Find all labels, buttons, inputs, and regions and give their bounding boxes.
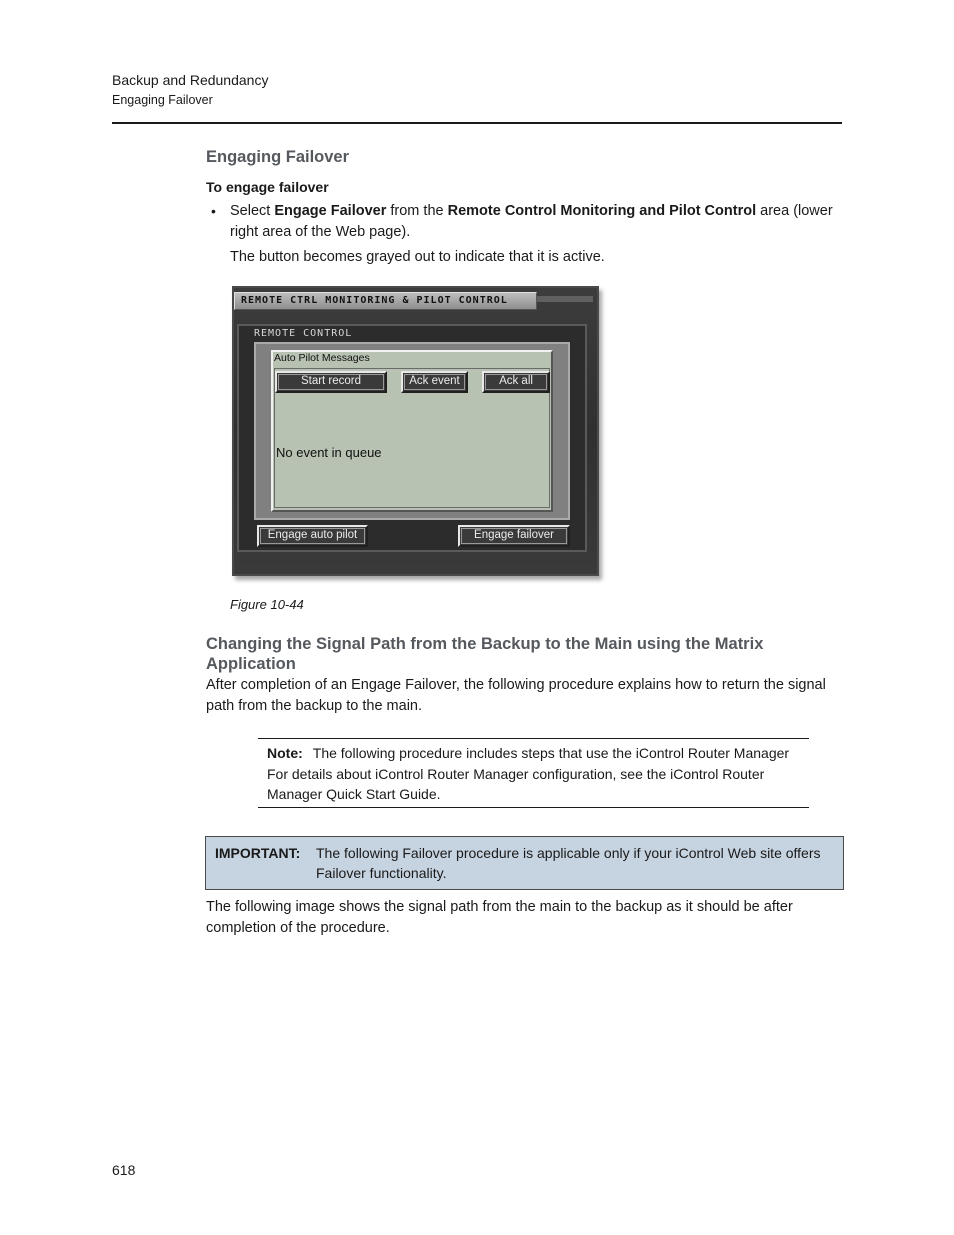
- important-box: [205, 836, 844, 890]
- important-text: The following Failover procedure is applicable only if your iControl Web site offers Failover functionality.: [316, 845, 821, 881]
- note-text: The following procedure includes steps that use the iControl Router Manager For details about iControl Router Manager configuration, see the iControl Router Manager Quick Start Guide.: [267, 745, 790, 802]
- procedure-block: [206, 178, 838, 196]
- bullet-marker: •: [211, 203, 216, 219]
- section-change-signal-path: [206, 634, 826, 717]
- step-text-3: area (lower right area of the Web page).: [230, 203, 833, 240]
- start-record-label: Start record: [300, 375, 362, 387]
- procedure-title: To engage failover: [206, 179, 329, 195]
- engage-failover-button[interactable]: [458, 525, 570, 547]
- note-box: [258, 738, 809, 808]
- procedure-step: [230, 201, 840, 243]
- auto-pilot-messages-caption: Auto Pilot Messages: [274, 352, 370, 364]
- panel-tab-title: REMOTE CTRL MONITORING & PILOT CONTROL: [234, 292, 537, 310]
- section2-title: Changing the Signal Path from the Backup to the Main using the Matrix Application: [206, 635, 764, 673]
- panel-tab-strip: [537, 296, 593, 302]
- step-text-2: from the: [386, 203, 448, 219]
- start-record-button[interactable]: [275, 371, 387, 393]
- ack-event-label: Ack event: [409, 375, 460, 387]
- step-bold-engage-failover: Engage Failover: [274, 203, 387, 219]
- closing-text: The following image shows the signal path from the main to the backup as it should be after completion of the procedure.: [206, 899, 793, 936]
- important-label: IMPORTANT:: [215, 845, 301, 861]
- remote-control-panel-screenshot: [232, 286, 599, 576]
- header-rule: [112, 122, 842, 124]
- note-label: Note:: [267, 745, 303, 761]
- procedure-result: The button becomes grayed out to indicate that it is active.: [230, 249, 605, 265]
- running-head: [112, 71, 268, 108]
- step-bold-area-name: Remote Control Monitoring and Pilot Control: [447, 203, 757, 219]
- figure-caption: Figure 10-44: [230, 597, 304, 612]
- ack-event-button[interactable]: [401, 371, 468, 393]
- section2-intro: After completion of an Engage Failover, the following procedure explains how to return the signal path from the backup to the main.: [206, 677, 826, 714]
- running-head-chapter: Backup and Redundancy: [112, 72, 269, 88]
- remote-control-label: REMOTE CONTROL: [254, 328, 353, 339]
- ack-all-button[interactable]: [482, 371, 550, 393]
- engage-auto-pilot-button[interactable]: [257, 525, 368, 547]
- closing-paragraph: [206, 897, 836, 939]
- queue-status: No event in queue: [276, 445, 382, 460]
- engage-failover-label: Engage failover: [474, 529, 554, 541]
- engage-auto-pilot-label: Engage auto pilot: [267, 529, 358, 541]
- page-number: 618: [112, 1162, 136, 1178]
- ack-all-label: Ack all: [499, 375, 533, 387]
- section-title: Engaging Failover: [206, 148, 350, 166]
- running-head-section: Engaging Failover: [112, 93, 213, 107]
- section-engaging-failover: [206, 147, 838, 167]
- step-text-1: Select: [230, 203, 275, 219]
